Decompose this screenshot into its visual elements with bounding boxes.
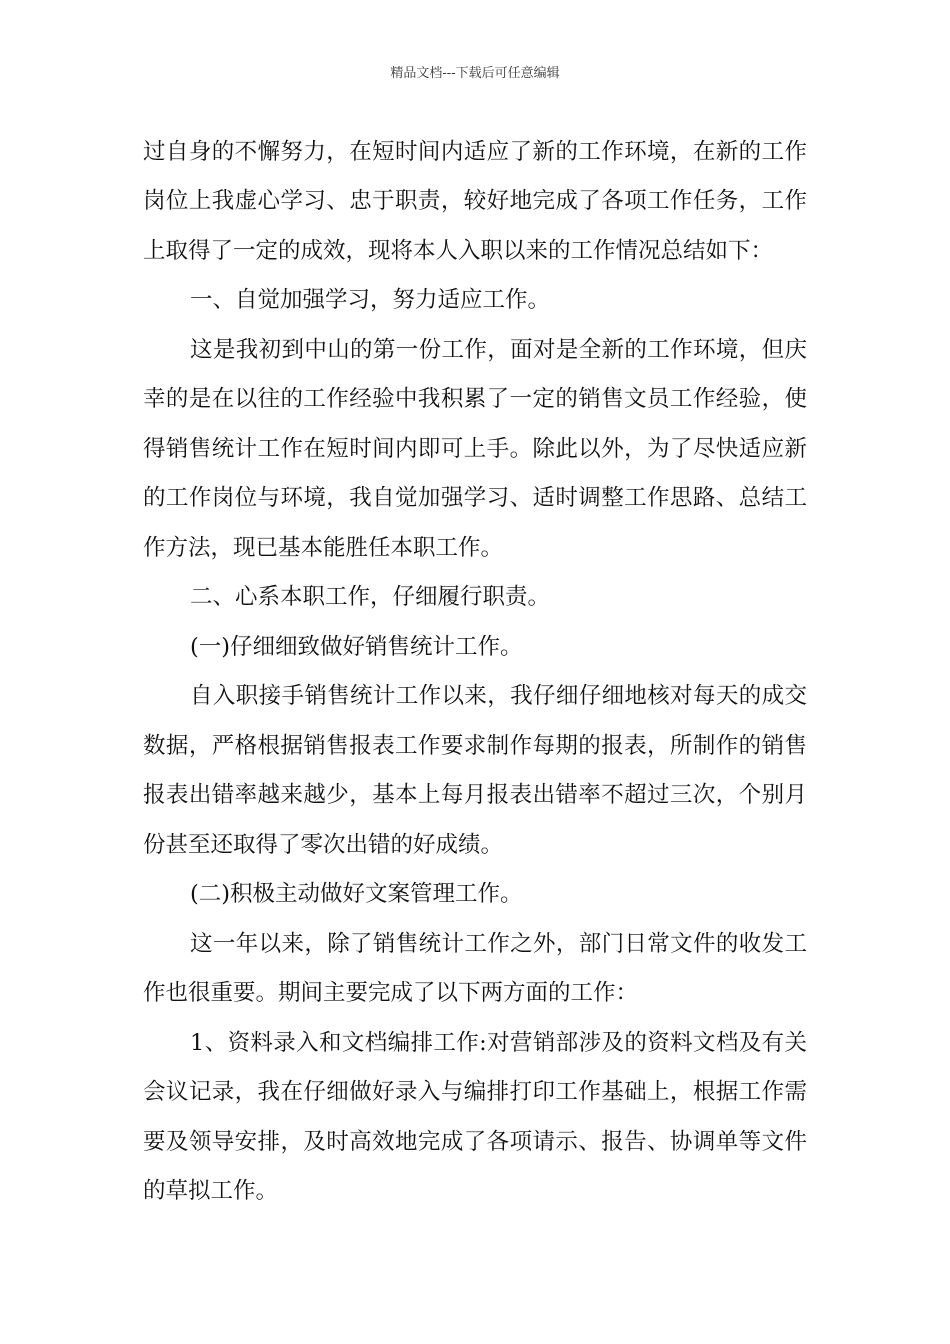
body-line: 这是我初到中山的第一份工作，面对是全新的工作环境，但庆 [190,337,807,363]
section-heading: 二、心系本职工作，仔细履行职责。 [190,584,551,610]
body-line: 得销售统计工作在短时间内即可上手。除此以外，为了尽快适应新 [143,436,807,462]
body-line: 数据，严格根据销售报表工作要求制作每期的报表，所制作的销售 [143,733,807,759]
body-line: 作方法，现已基本能胜任本职工作。 [143,535,504,561]
body-line: 的草拟工作。 [143,1178,279,1204]
body-line: 份甚至还取得了零次出错的好成绩。 [143,832,504,858]
page-header: 精品文档---下载后可任意编辑 [390,66,560,81]
body-line: 自入职接手销售统计工作以来，我仔细仔细地核对每天的成交 [190,683,807,709]
body-line: 过自身的不懈努力，在短时间内适应了新的工作环境，在新的工作 [143,139,807,165]
body-line: 岗位上我虚心学习、忠于职责，较好地完成了各项工作任务，工作 [143,188,807,214]
body-line: 这一年以来，除了销售统计工作之外，部门日常文件的收发工 [190,931,807,957]
section-heading: 一、自觉加强学习，努力适应工作。 [190,287,551,313]
body-line: 幸的是在以往的工作经验中我积累了一定的销售文员工作经验，使 [143,386,807,412]
body-line: 报表出错率越来越少，基本上每月报表出错率不超过三次，个别月 [143,782,807,808]
body-line: 的工作岗位与环境，我自觉加强学习、适时调整工作思路、总结工 [143,485,807,511]
subsection-heading: (一)仔细细致做好销售统计工作。 [190,634,523,660]
body-line: 上取得了一定的成效，现将本人入职以来的工作情况总结如下： [143,238,774,264]
body-line: 会议记录，我在仔细做好录入与编排打印工作基础上，根据工作需 [143,1079,807,1105]
subsection-heading: (二)积极主动做好文案管理工作。 [190,881,523,907]
body-line: 1、资料录入和文档编排工作:对营销部涉及的资料文档及有关 [190,1030,807,1056]
body-line: 要及领导安排，及时高效地完成了各项请示、报告、协调单等文件 [143,1129,807,1155]
body-line: 作也很重要。期间主要完成了以下两方面的工作： [143,980,639,1006]
